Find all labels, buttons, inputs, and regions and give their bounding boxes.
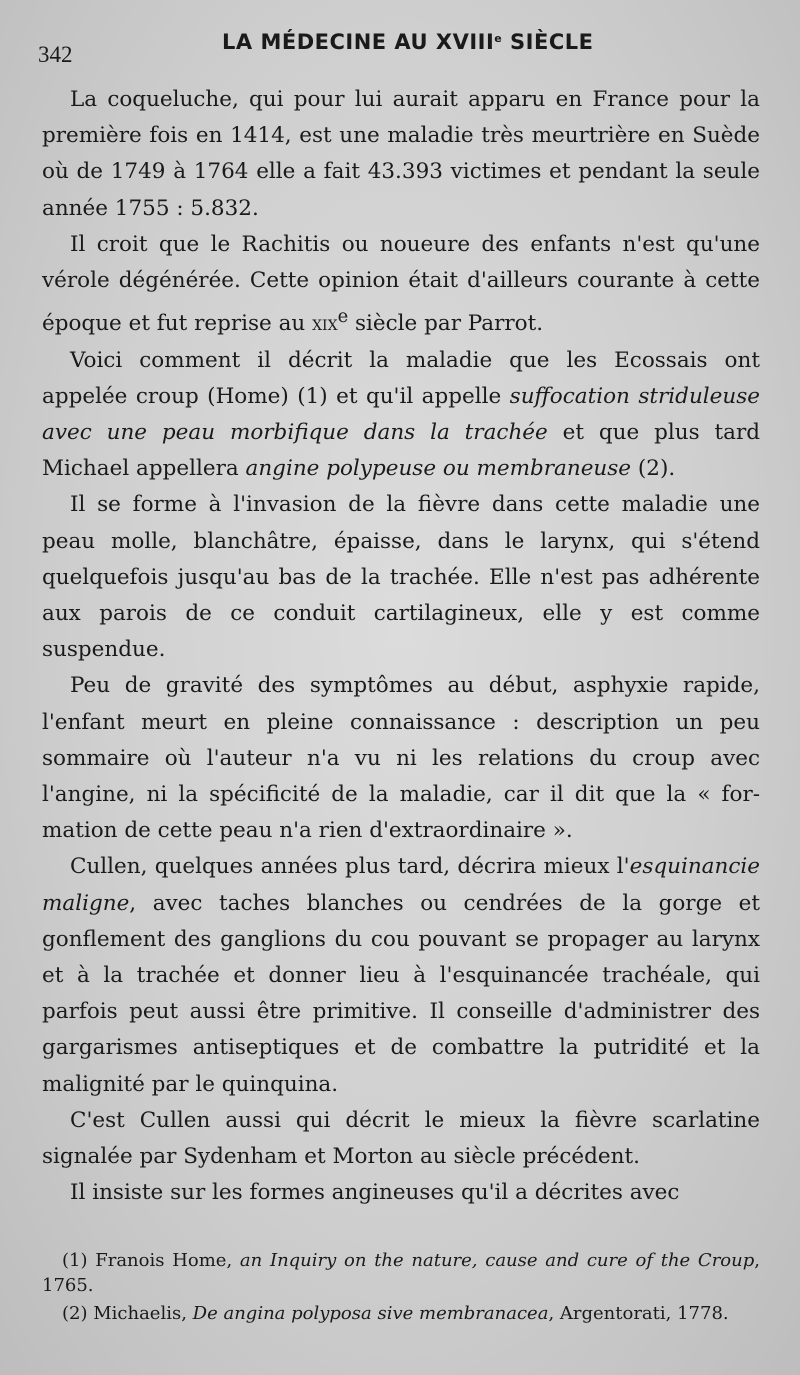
paragraph-croup [42, 343, 760, 488]
paragraph-text: La coqueluche, qui pour lui aurait apparu en France pour la première fois en 1414, est une maladie très meurtrière en Suède où de 1749 à 1764 elle a fait 43.393 victimes et pendant la seule année 1755 : 5.832. [42, 87, 760, 221]
paragraph-text: C'est Cullen aussi qui décrit le mieux la fièvre scarlatine signalée par Sydenham et Morton au siècle précédent. [42, 1107, 760, 1170]
running-head [38, 30, 760, 67]
paragraph-cullen [42, 849, 760, 1102]
running-title-end: SIÈCLE [502, 30, 594, 54]
running-title [222, 30, 593, 54]
paragraph-text: siècle par Parrot. [348, 311, 544, 337]
paragraph-angineuses [42, 1175, 760, 1211]
paragraph-text: Il croit que le Rachitis ou noueure des enfants n'est qu'une vérole dégénérée. Cette opinion était d'ailleurs courante à cette époque et fut reprise au [42, 231, 760, 337]
italic-term: angine polypeuse ou membraneuse [245, 456, 632, 482]
body-text [42, 82, 760, 1211]
century-numeral: xix [312, 312, 338, 336]
footnote-text: (2) Michaelis, [62, 1303, 193, 1324]
paragraph-rachitis [42, 227, 760, 343]
paragraph-text: Il insiste sur les formes angineuses qu'il a décrites avec [70, 1180, 680, 1206]
footnotes [42, 1248, 760, 1329]
paragraph-scarlatine [42, 1103, 760, 1175]
footnote-title: an Inquiry on the nature, cause and cure of the Croup [239, 1250, 755, 1271]
paragraph-whooping-cough [42, 82, 760, 227]
paragraph-text: et que plus tard Michael appellera [42, 419, 760, 482]
footnote-title: De angina polyposa sive membranacea [192, 1303, 549, 1324]
paragraph-symptoms [42, 668, 760, 849]
paragraph-membrane [42, 487, 760, 668]
footnote-text: , 1765. [42, 1250, 760, 1296]
italic-term: esquinancie maligne [42, 854, 760, 916]
running-title-superscript: e [494, 32, 503, 45]
paragraph-text: Voici comment il décrit la maladie que les Ecossais ont appelée croup (Home) (1) et qu'il appelle [42, 347, 760, 409]
running-title-text: LA MÉDECINE AU XVIII [222, 30, 495, 54]
paragraph-text: Cullen, quelques années plus tard, décrira mieux l' [70, 854, 630, 880]
italic-term: suffocation striduleuse avec une peau morbifique dans la trachée [42, 383, 760, 445]
page-number: 342 [38, 42, 73, 67]
century-superscript: e [337, 306, 349, 328]
footnote-text: (1) Franois Home, [62, 1250, 240, 1271]
paragraph-text: (2). [631, 456, 676, 482]
footnote-1 [42, 1248, 760, 1298]
paragraph-text: , avec taches blanches ou cendrées de la gorge et gonflement des ganglions du cou pouvant se propager au larynx et à la trachée et donner lieu à l'esquinancée trachéale, qui parfois peut aussi être primitive. Il conseille d'administrer des gargarismes antiseptiques et de combattre la putridité et la malignité par le quinquina. [42, 890, 760, 1097]
footnote-text: , Argentorati, 1778. [548, 1303, 729, 1324]
footnote-2 [42, 1301, 760, 1326]
paragraph-text: Peu de gravité des symptômes au début, asphyxie rapide, l'enfant meurt en pleine connaissance : description un peu sommaire où l'auteur n'a vu ni les relations du croup avec l'angine, ni la spécificité de la maladie, car il dit que la « formation de cette peau n'a rien d'extraordinaire ». [42, 673, 760, 844]
paragraph-text: Il se forme à l'invasion de la fièvre dans cette maladie une peau molle, blanchâtre, épaisse, dans le larynx, qui s'étend quelquefois jusqu'au bas de la trachée. Elle n'est pas adhérente aux parois de ce conduit cartilagineux, elle y est comme suspendue. [42, 492, 760, 663]
